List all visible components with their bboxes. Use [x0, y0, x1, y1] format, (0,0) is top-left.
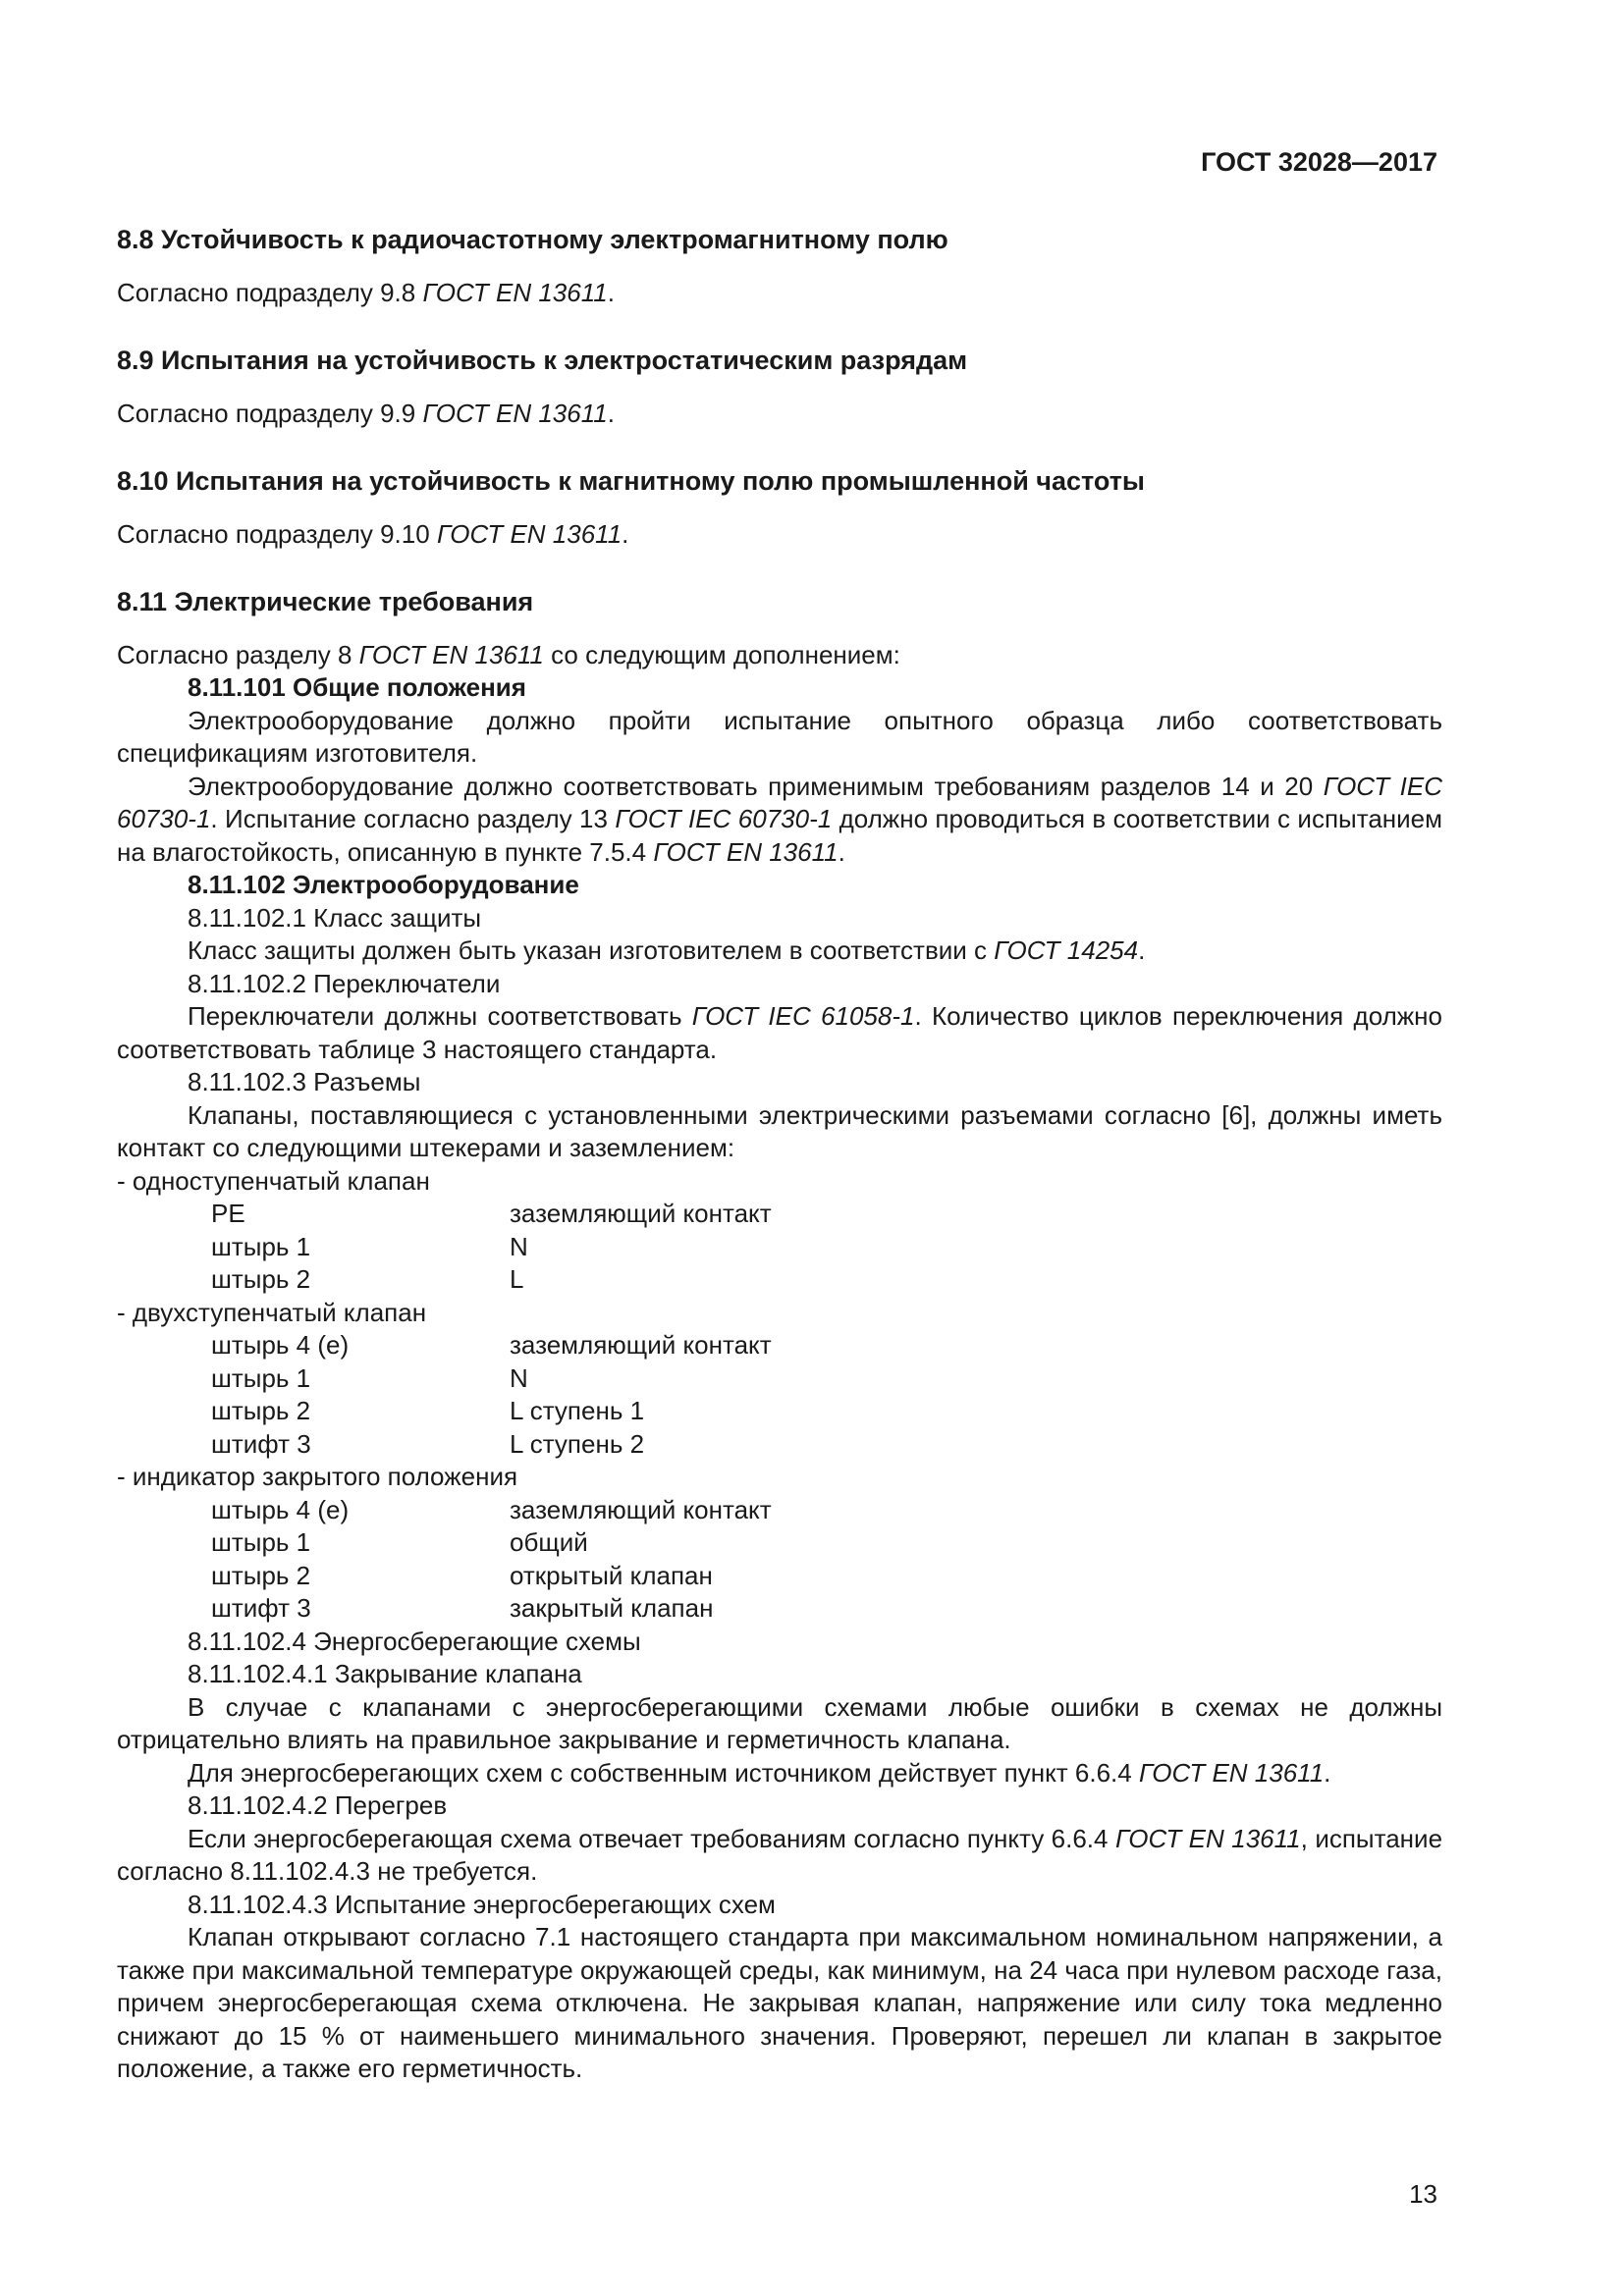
section-8-10-title: 8.10 Испытания на устойчивость к магнитному полю промышленной частоты [117, 466, 1145, 496]
section-8-9-title: 8.9 Испытания на устойчивость к электростатическим разрядам [117, 346, 968, 375]
pin-row [211, 1560, 1442, 1593]
list-group-two-stage: - двухступенчатый клапан [117, 1297, 427, 1327]
pin-row [211, 1592, 1442, 1626]
pin-row [211, 1231, 1442, 1264]
pin-row [211, 1395, 1442, 1428]
pin-label: штырь 1 [211, 1362, 311, 1393]
clause-8-11-102-1-text: Класс защиты должен быть указан изготовителем в соответствии с ГОСТ 14254. [188, 935, 1146, 965]
pin-value: закрытый клапан [510, 1593, 714, 1623]
pin-value: открытый клапан [510, 1560, 713, 1590]
pin-label: PE [211, 1199, 245, 1228]
clause-8-11-102-4-2-text: Если энергосберегающая схема отвечает требованиям согласно пункту 6.6.4 ГОСТ EN 13611, испытание согласно 8.11.102.4.3 не требуется. [117, 1823, 1443, 1886]
page-number: 13 [1409, 2179, 1437, 2209]
clause-8-11-102-3-text: Клапаны, поставляющиеся с установленными электрическими разъемами согласно [6], должны иметь контакт со следующими штекерами и заземлением: [117, 1099, 1442, 1162]
clause-8-11-102-4-title: 8.11.102.4 Энергосберегающие схемы [188, 1626, 641, 1656]
pin-label: штырь 1 [211, 1527, 311, 1557]
clause-8-11-102-1-title: 8.11.102.1 Класс защиты [188, 902, 482, 933]
section-8-8-text: Согласно подразделу 9.8 ГОСТ EN 13611. [117, 277, 615, 307]
clause-8-11-102-4-3-text: Клапан открывают согласно 7.1 настоящего стандарта при максимальном номинальном напряжении, а также при максимальной температуре окружающей среды, как минимум, на 24 часа при нулевом расходе газа, причем энергосберегающая схема отключена. Не закрывая клапан, напряжение или силу тока медленно снижают до 15 % от наименьшего минимального значения. Проверяют, перешел ли клапан в закрытое положение, а также его герметичность. [117, 1922, 1442, 2083]
pin-value: N [510, 1231, 528, 1261]
pin-value: заземляющий контакт [510, 1330, 772, 1360]
section-8-11-101-title: 8.11.101 Общие положения [188, 672, 526, 702]
section-8-9-text: Согласно подразделу 9.9 ГОСТ EN 13611. [117, 398, 615, 428]
pin-row [211, 1263, 1442, 1297]
pin-label: штырь 2 [211, 1560, 311, 1590]
pin-row [211, 1526, 1442, 1560]
pin-label: штырь 1 [211, 1231, 311, 1261]
pin-value: заземляющий контакт [510, 1494, 772, 1524]
section-8-11-102-title: 8.11.102 Электрооборудование [188, 870, 579, 899]
list-group-closed-indicator: - индикатор закрытого положения [117, 1462, 518, 1491]
document-body [117, 224, 1442, 2086]
clause-8-11-102-4-1-title: 8.11.102.4.1 Закрывание клапана [188, 1659, 582, 1688]
pin-row [211, 1329, 1442, 1362]
pin-label: штырь 2 [211, 1264, 311, 1294]
clause-8-11-102-2-text: Переключатели должны соответствовать ГОСТ IEC 61058-1. Количество циклов переключения должно соответствовать таблице 3 настоящего стандарта. [117, 1001, 1442, 1064]
clause-8-11-102-4-2-title: 8.11.102.4.2 Перегрев [188, 1790, 448, 1820]
pin-value: L ступень 2 [510, 1428, 645, 1459]
pin-value: N [510, 1362, 528, 1393]
pin-label: штырь 4 (e) [211, 1330, 350, 1360]
pin-value: L [510, 1264, 524, 1294]
pin-row [211, 1198, 1442, 1231]
clause-8-11-102-3-title: 8.11.102.3 Разъемы [188, 1067, 421, 1096]
standard-header: ГОСТ 32028—2017 [1201, 147, 1437, 177]
pin-row [211, 1428, 1442, 1462]
pin-label: штифт 3 [211, 1428, 311, 1459]
section-8-8-title: 8.8 Устойчивость к радиочастотному электромагнитному полю [117, 225, 948, 254]
section-8-10-text: Согласно подразделу 9.10 ГОСТ EN 13611. [117, 518, 629, 549]
pin-value: L ступень 1 [510, 1396, 645, 1425]
section-8-11-101-p1: Электрооборудование должно пройти испытание опытного образца либо соответствовать спецификациям изготовителя. [117, 705, 1442, 768]
section-8-11-text: Согласно разделу 8 ГОСТ EN 13611 со следующим дополнением: [117, 639, 900, 669]
pin-row [211, 1494, 1442, 1527]
list-group-single-stage: - одноступенчатый клапан [117, 1165, 430, 1196]
pin-value: общий [510, 1527, 588, 1557]
pin-label: штырь 2 [211, 1396, 311, 1425]
pin-label: штифт 3 [211, 1593, 311, 1623]
clause-8-11-102-4-1-p1: В случае с клапанами с энергосберегающими схемами любые ошибки в схемах не должны отрицательно влиять на правильное закрывание и герметичность клапана. [117, 1691, 1442, 1754]
section-8-11-101-p2: Электрооборудование должно соответствовать применимым требованиям разделов 14 и 20 ГОСТ IEC 60730-1. Испытание согласно разделу 13 ГОСТ IEC 60730-1 должно проводиться в соответствии с испытанием на влагостойкость, описанную в пункте 7.5.4 ГОСТ EN 13611. [117, 771, 1442, 867]
clause-8-11-102-4-1-p2: Для энергосберегающих схем с собственным источником действует пункт 6.6.4 ГОСТ EN 13611. [188, 1757, 1331, 1788]
pin-label: штырь 4 (e) [211, 1494, 350, 1524]
section-8-11-title: 8.11 Электрические требования [117, 587, 534, 616]
pin-row [211, 1362, 1442, 1396]
clause-8-11-102-4-3-title: 8.11.102.4.3 Испытание энергосберегающих схем [188, 1889, 776, 1919]
pin-value: заземляющий контакт [510, 1199, 772, 1228]
clause-8-11-102-2-title: 8.11.102.2 Переключатели [188, 968, 501, 998]
